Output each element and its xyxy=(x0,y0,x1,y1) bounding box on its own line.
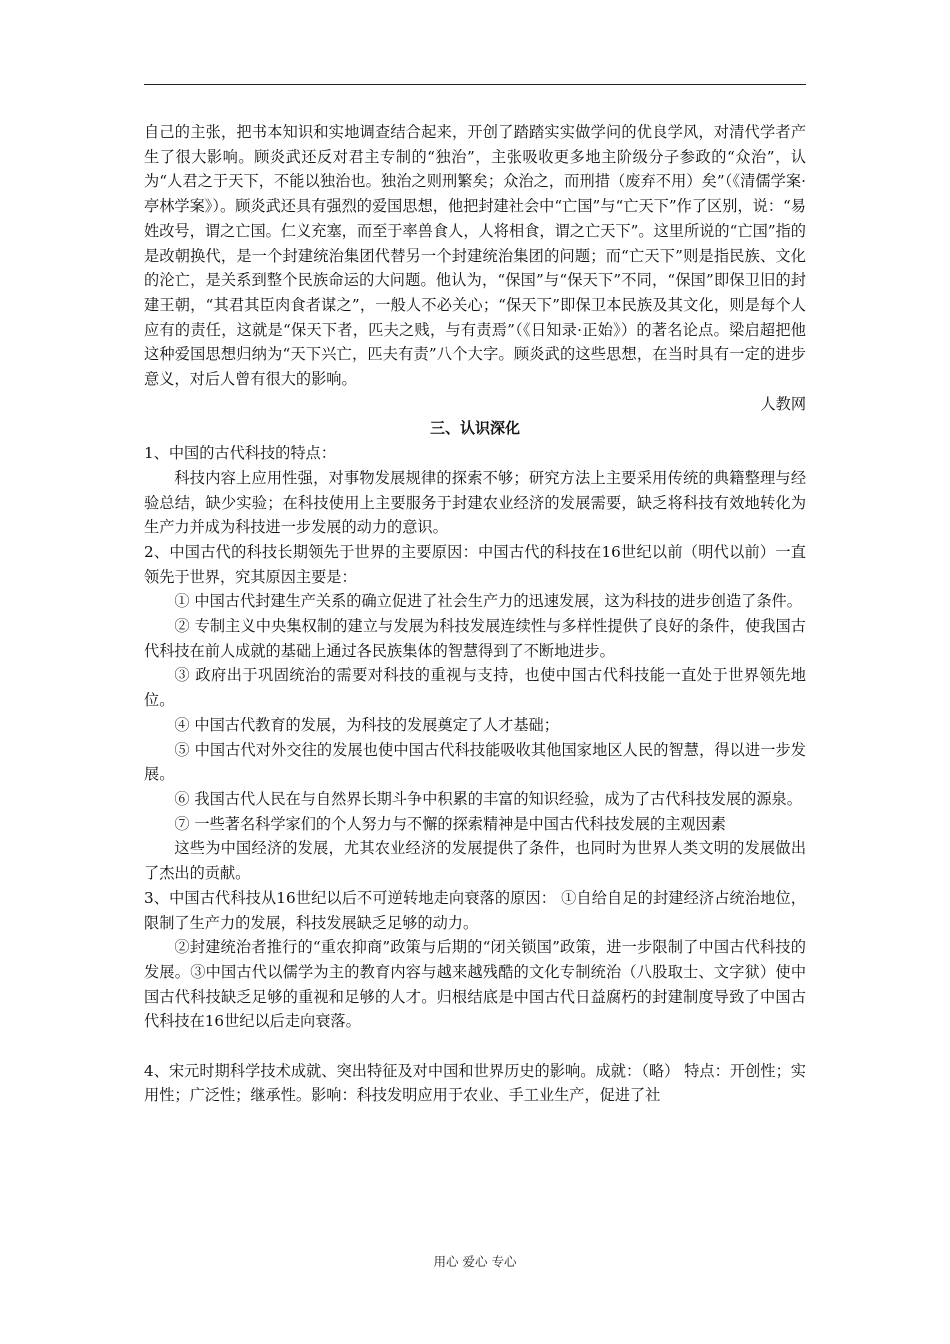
q1-body: 科技内容上应用性强，对事物发展规律的探索不够；研究方法上主要采用传统的典籍整理与经验总结，缺少实验；在科技使用上主要服务于封建农业经济的发展需要，缺乏将科技有效地转化为生产力并成为科技进一步发展的动力的意识。 xyxy=(144,468,806,537)
q3-body: ②封建统治者推行的“重农抑商”政策与后期的“闭关锁国”政策，进一步限制了中国古代科技的发展。③中国古代以儒学为主的教育内容与越来越残酷的文化专制统治（八股取士、文字狱）使中国古代科技缺乏足够的重视和足够的人才。归根结底是中国古代日益腐朽的封建制度导致了中国古代科技在16世纪以后走向衰落。 xyxy=(144,938,806,1031)
q1-title: 1、中国的古代科技的特点： xyxy=(144,444,336,463)
source-attribution: 人教网 xyxy=(760,394,806,413)
q3-title: 3、中国古代科技从16世纪以后不可逆转地走向衰落的原因： ①自给自足的封建经济占统治地位，限制了生产力的发展，科技发展缺乏足够的动力。 xyxy=(144,888,806,932)
q2-point: ① 中国古代封建生产关系的确立促进了社会生产力的迅速发展，这为科技的进步创造了条件。 xyxy=(174,592,802,611)
q2-point: ③ 政府出于巩固统治的需要对科技的重视与支持，也使中国古代科技能一直处于世界领先地位。 xyxy=(144,666,806,710)
q2-point: ⑥ 我国古代人民在与自然界长期斗争中积累的丰富的知识经验，成为了古代科技发展的源泉。 xyxy=(174,789,802,808)
section-heading: 三、认识深化 xyxy=(429,419,520,438)
q2-point: ⑦ 一些著名科学家们的个人努力与不懈的探索精神是中国古代科技发展的主观因素 xyxy=(174,814,726,833)
intro-paragraph: 自己的主张，把书本知识和实地调查结合起来，开创了踏踏实实做学问的优良学风，对清代学者产生了很大影响。顾炎武还反对君主专制的“独治”，主张吸收更多地主阶级分子参政的“众治”，认为“人君之于天下，不能以独治也。独治之则刑繁矣；众治之，而刑措（废弃不用）矣”（《清儒学案·亭林学案》）。顾炎武还具有强烈的爱国思想，他把封建社会中“亡国”与“亡天下”作了区别，说：“易姓改号，谓之亡国。仁义充塞，而至于率兽食人，人将相食，谓之亡天下”。这里所说的“亡国”指的是改朝换代，是一个封建统治集团代替另一个封建统治集团的问题；而“亡天下”则是指民族、文化的沦亡，是关系到整个民族命运的大问题。他认为，“保国”与“保天下”不同，“保国”即保卫旧的封建王朝，“其君其臣肉食者谋之”，一般人不必关心；“保天下”即保卫本民族及其文化，则是每个人应有的责任，这就是“保天下者，匹夫之贱，与有责焉”（《日知录·正始》）的著名论点。梁启超把他这种爱国思想归纳为“天下兴亡，匹夫有责”八个大字。顾炎武的这些思想，在当时具有一定的进步意义，对后人曾有很大的影响。 xyxy=(144,123,806,389)
page-footer: 用心 爱心 专心 xyxy=(433,1254,517,1269)
q2-title: 2、中国古代的科技长期领先于世界的主要原因：中国古代的科技在16世纪以前（明代以前）一直领先于世界，究其原因主要是： xyxy=(144,542,806,586)
q4-text: 4、宋元时期科学技术成就、突出特征及对中国和世界历史的影响。成就：（略） 特点：开创性；实用性；广泛性；继承性。影响：科技发明应用于农业、手工业生产，促进了社 xyxy=(144,1061,806,1105)
q2-point: ⑤ 中国古代对外交往的发展也使中国古代科技能吸收其他国家地区人民的智慧，得以进一步发展。 xyxy=(144,740,806,784)
q2-point: ② 专制主义中央集权制的建立与发展为科技发展连续性与多样性提供了良好的条件，使我国古代科技在前人成就的基础上通过各民族集体的智慧得到了不断地进步。 xyxy=(144,617,806,660)
blank-line xyxy=(144,1034,806,1059)
q2-conclusion: 这些为中国经济的发展，尤其农业经济的发展提供了条件，也同时为世界人类文明的发展做出了杰出的贡献。 xyxy=(144,839,806,883)
q2-point: ④ 中国古代教育的发展，为科技的发展奠定了人才基础； xyxy=(174,715,559,734)
document-body xyxy=(144,120,806,1108)
header-rule xyxy=(144,84,806,85)
